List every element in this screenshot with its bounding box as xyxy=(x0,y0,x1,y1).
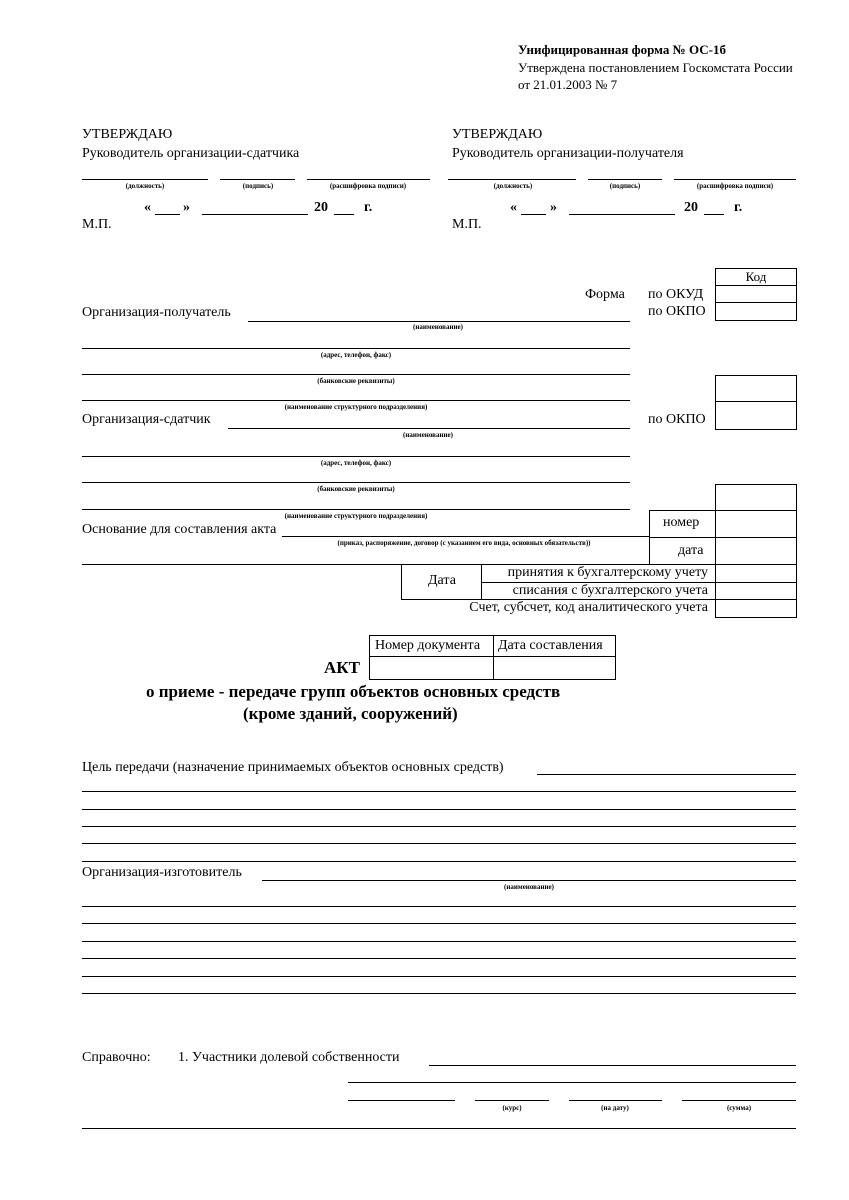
right-stamp: М.П. xyxy=(452,217,482,232)
reference-item: 1. Участники долевой собственности xyxy=(178,1050,400,1065)
accept-label: принятия к бухгалтерскому учету xyxy=(507,565,708,580)
left-caption-position: (должность) xyxy=(125,182,165,190)
basis-line[interactable] xyxy=(282,536,649,537)
accept-date-box[interactable] xyxy=(715,564,797,583)
approve-left-title: УТВЕРЖДАЮ xyxy=(82,127,173,142)
okpo-sender-label: по ОКПО xyxy=(648,412,706,427)
left-quote-close: » xyxy=(183,200,190,215)
right-year-suffix: г. xyxy=(734,200,743,215)
left-caption-signature: (подпись) xyxy=(242,182,274,190)
right-signature-line[interactable] xyxy=(588,179,662,180)
receiver-name-line[interactable] xyxy=(248,321,630,322)
account-box[interactable] xyxy=(715,599,797,618)
nomer-label: номер xyxy=(663,515,700,530)
reference-line-1[interactable] xyxy=(429,1065,796,1066)
left-year-suffix: г. xyxy=(364,200,373,215)
left-day-line[interactable] xyxy=(155,214,180,215)
sender-label: Организация-сдатчик xyxy=(82,412,211,427)
reference-date-line[interactable] xyxy=(569,1100,662,1101)
left-signature-line[interactable] xyxy=(220,179,295,180)
right-caption-position: (должность) xyxy=(493,182,533,190)
forma-label: Форма xyxy=(585,287,625,302)
account-label: Счет, субсчет, код аналитического учета xyxy=(469,600,708,615)
reference-rate-line[interactable] xyxy=(475,1100,549,1101)
sender-caption-bank: (банковские реквизиты) xyxy=(317,485,395,493)
reference-label: Справочно: xyxy=(82,1050,151,1065)
writeoff-label: списания с бухгалтерского учета xyxy=(512,583,708,598)
left-quote-open: « xyxy=(144,200,151,215)
receiver-label: Организация-получатель xyxy=(82,305,231,320)
left-decode-line[interactable] xyxy=(307,179,430,180)
doc-date-input[interactable] xyxy=(493,656,616,680)
receiver-extra-box[interactable] xyxy=(715,375,797,402)
purpose-line-4[interactable] xyxy=(82,843,796,844)
form-title: Унифицированная форма № ОС-1б xyxy=(518,42,726,57)
code-header: Код xyxy=(715,268,797,286)
sender-caption-address: (адрес, телефон, факс) xyxy=(320,459,392,467)
doc-number-header: Номер документа xyxy=(375,638,481,653)
left-year-prefix: 20 xyxy=(314,200,328,215)
sender-address-line[interactable] xyxy=(82,456,630,457)
right-day-line[interactable] xyxy=(521,214,546,215)
reference-line-3a[interactable] xyxy=(348,1100,455,1101)
purpose-line-1[interactable] xyxy=(82,791,796,792)
purpose-line-3[interactable] xyxy=(82,826,796,827)
purpose-line-5[interactable] xyxy=(82,861,796,862)
left-caption-decode: (расшифровка подписи) xyxy=(329,182,407,190)
receiver-bank-line[interactable] xyxy=(82,374,630,375)
right-quote-close: » xyxy=(550,200,557,215)
manufacturer-line-6[interactable] xyxy=(82,993,796,994)
right-caption-decode: (расшифровка подписи) xyxy=(696,182,774,190)
right-caption-signature: (подпись) xyxy=(609,182,641,190)
reference-sum-line[interactable] xyxy=(682,1100,796,1101)
sender-caption-unit: (наименование структурного подразделения) xyxy=(284,512,428,520)
reference-caption-sum: (сумма) xyxy=(726,1104,752,1112)
right-year-line[interactable] xyxy=(704,214,724,215)
receiver-caption-address: (адрес, телефон, факс) xyxy=(320,351,392,359)
manufacturer-caption: (наименование) xyxy=(504,883,554,891)
data-box[interactable] xyxy=(715,537,797,565)
approve-right-title: УТВЕРЖДАЮ xyxy=(452,127,543,142)
reference-line-2[interactable] xyxy=(348,1082,796,1083)
approve-right-subtitle: Руководитель организации-получателя xyxy=(452,146,684,161)
okpo-receiver-box[interactable] xyxy=(715,302,797,321)
basis-caption: (приказ, распоряжение, договор (с указанием его вида, основных обязательств)) xyxy=(337,539,591,547)
okud-box[interactable] xyxy=(715,285,797,303)
manufacturer-name-line[interactable] xyxy=(262,880,796,881)
act-subtitle-2: (кроме зданий, сооружений) xyxy=(243,704,458,723)
sender-name-line[interactable] xyxy=(228,428,630,429)
receiver-caption-unit: (наименование структурного подразделения) xyxy=(284,403,428,411)
right-month-line[interactable] xyxy=(569,214,675,215)
nomer-box[interactable] xyxy=(715,510,797,538)
act-subtitle-1: о приеме - передаче групп объектов основных средств xyxy=(146,682,561,701)
sender-bank-line[interactable] xyxy=(82,482,630,483)
right-year-prefix: 20 xyxy=(684,200,698,215)
doc-date-header: Дата составления xyxy=(498,638,603,653)
data-label: дата xyxy=(678,543,704,558)
manufacturer-label: Организация-изготовитель xyxy=(82,865,242,880)
manufacturer-line-5[interactable] xyxy=(82,976,796,977)
writeoff-date-box[interactable] xyxy=(715,582,797,600)
left-month-line[interactable] xyxy=(202,214,308,215)
manufacturer-line-2[interactable] xyxy=(82,923,796,924)
basis-label: Основание для составления акта xyxy=(82,522,277,537)
okpo-receiver-label: по ОКПО xyxy=(648,304,706,319)
purpose-label: Цель передачи (назначение принимаемых объектов основных средств) xyxy=(82,760,504,775)
manufacturer-line-4[interactable] xyxy=(82,958,796,959)
manufacturer-line-1[interactable] xyxy=(82,906,796,907)
right-quote-open: « xyxy=(510,200,517,215)
reference-caption-date: (на дату) xyxy=(601,1104,629,1112)
left-stamp: М.П. xyxy=(82,217,112,232)
act-title: АКТ xyxy=(324,658,360,677)
left-position-line[interactable] xyxy=(82,179,208,180)
receiver-address-line[interactable] xyxy=(82,348,630,349)
date-label: Дата xyxy=(428,573,456,588)
receiver-unit-line[interactable] xyxy=(82,400,630,401)
sender-extra-box[interactable] xyxy=(715,484,797,511)
sender-unit-line[interactable] xyxy=(82,509,630,510)
left-year-line[interactable] xyxy=(334,214,354,215)
manufacturer-line-3[interactable] xyxy=(82,941,796,942)
right-position-line[interactable] xyxy=(448,179,576,180)
approved-line-1: Утверждена постановлением Госкомстата России xyxy=(518,60,793,75)
reference-bottom-line[interactable] xyxy=(82,1128,796,1129)
purpose-line-2[interactable] xyxy=(82,809,796,810)
purpose-line-0[interactable] xyxy=(537,774,796,775)
okpo-sender-box[interactable] xyxy=(715,401,797,430)
receiver-caption-name: (наименование) xyxy=(413,323,463,331)
doc-number-input[interactable] xyxy=(369,656,494,680)
right-decode-line[interactable] xyxy=(674,179,796,180)
reference-caption-rate: (курс) xyxy=(502,1104,522,1112)
receiver-caption-bank: (банковские реквизиты) xyxy=(317,377,395,385)
approved-line-2: от 21.01.2003 № 7 xyxy=(518,77,618,92)
okud-label: по ОКУД xyxy=(648,287,704,302)
approve-left-subtitle: Руководитель организации-сдатчика xyxy=(82,146,300,161)
date-block-left-border xyxy=(401,564,402,600)
sender-caption-name: (наименование) xyxy=(403,431,453,439)
